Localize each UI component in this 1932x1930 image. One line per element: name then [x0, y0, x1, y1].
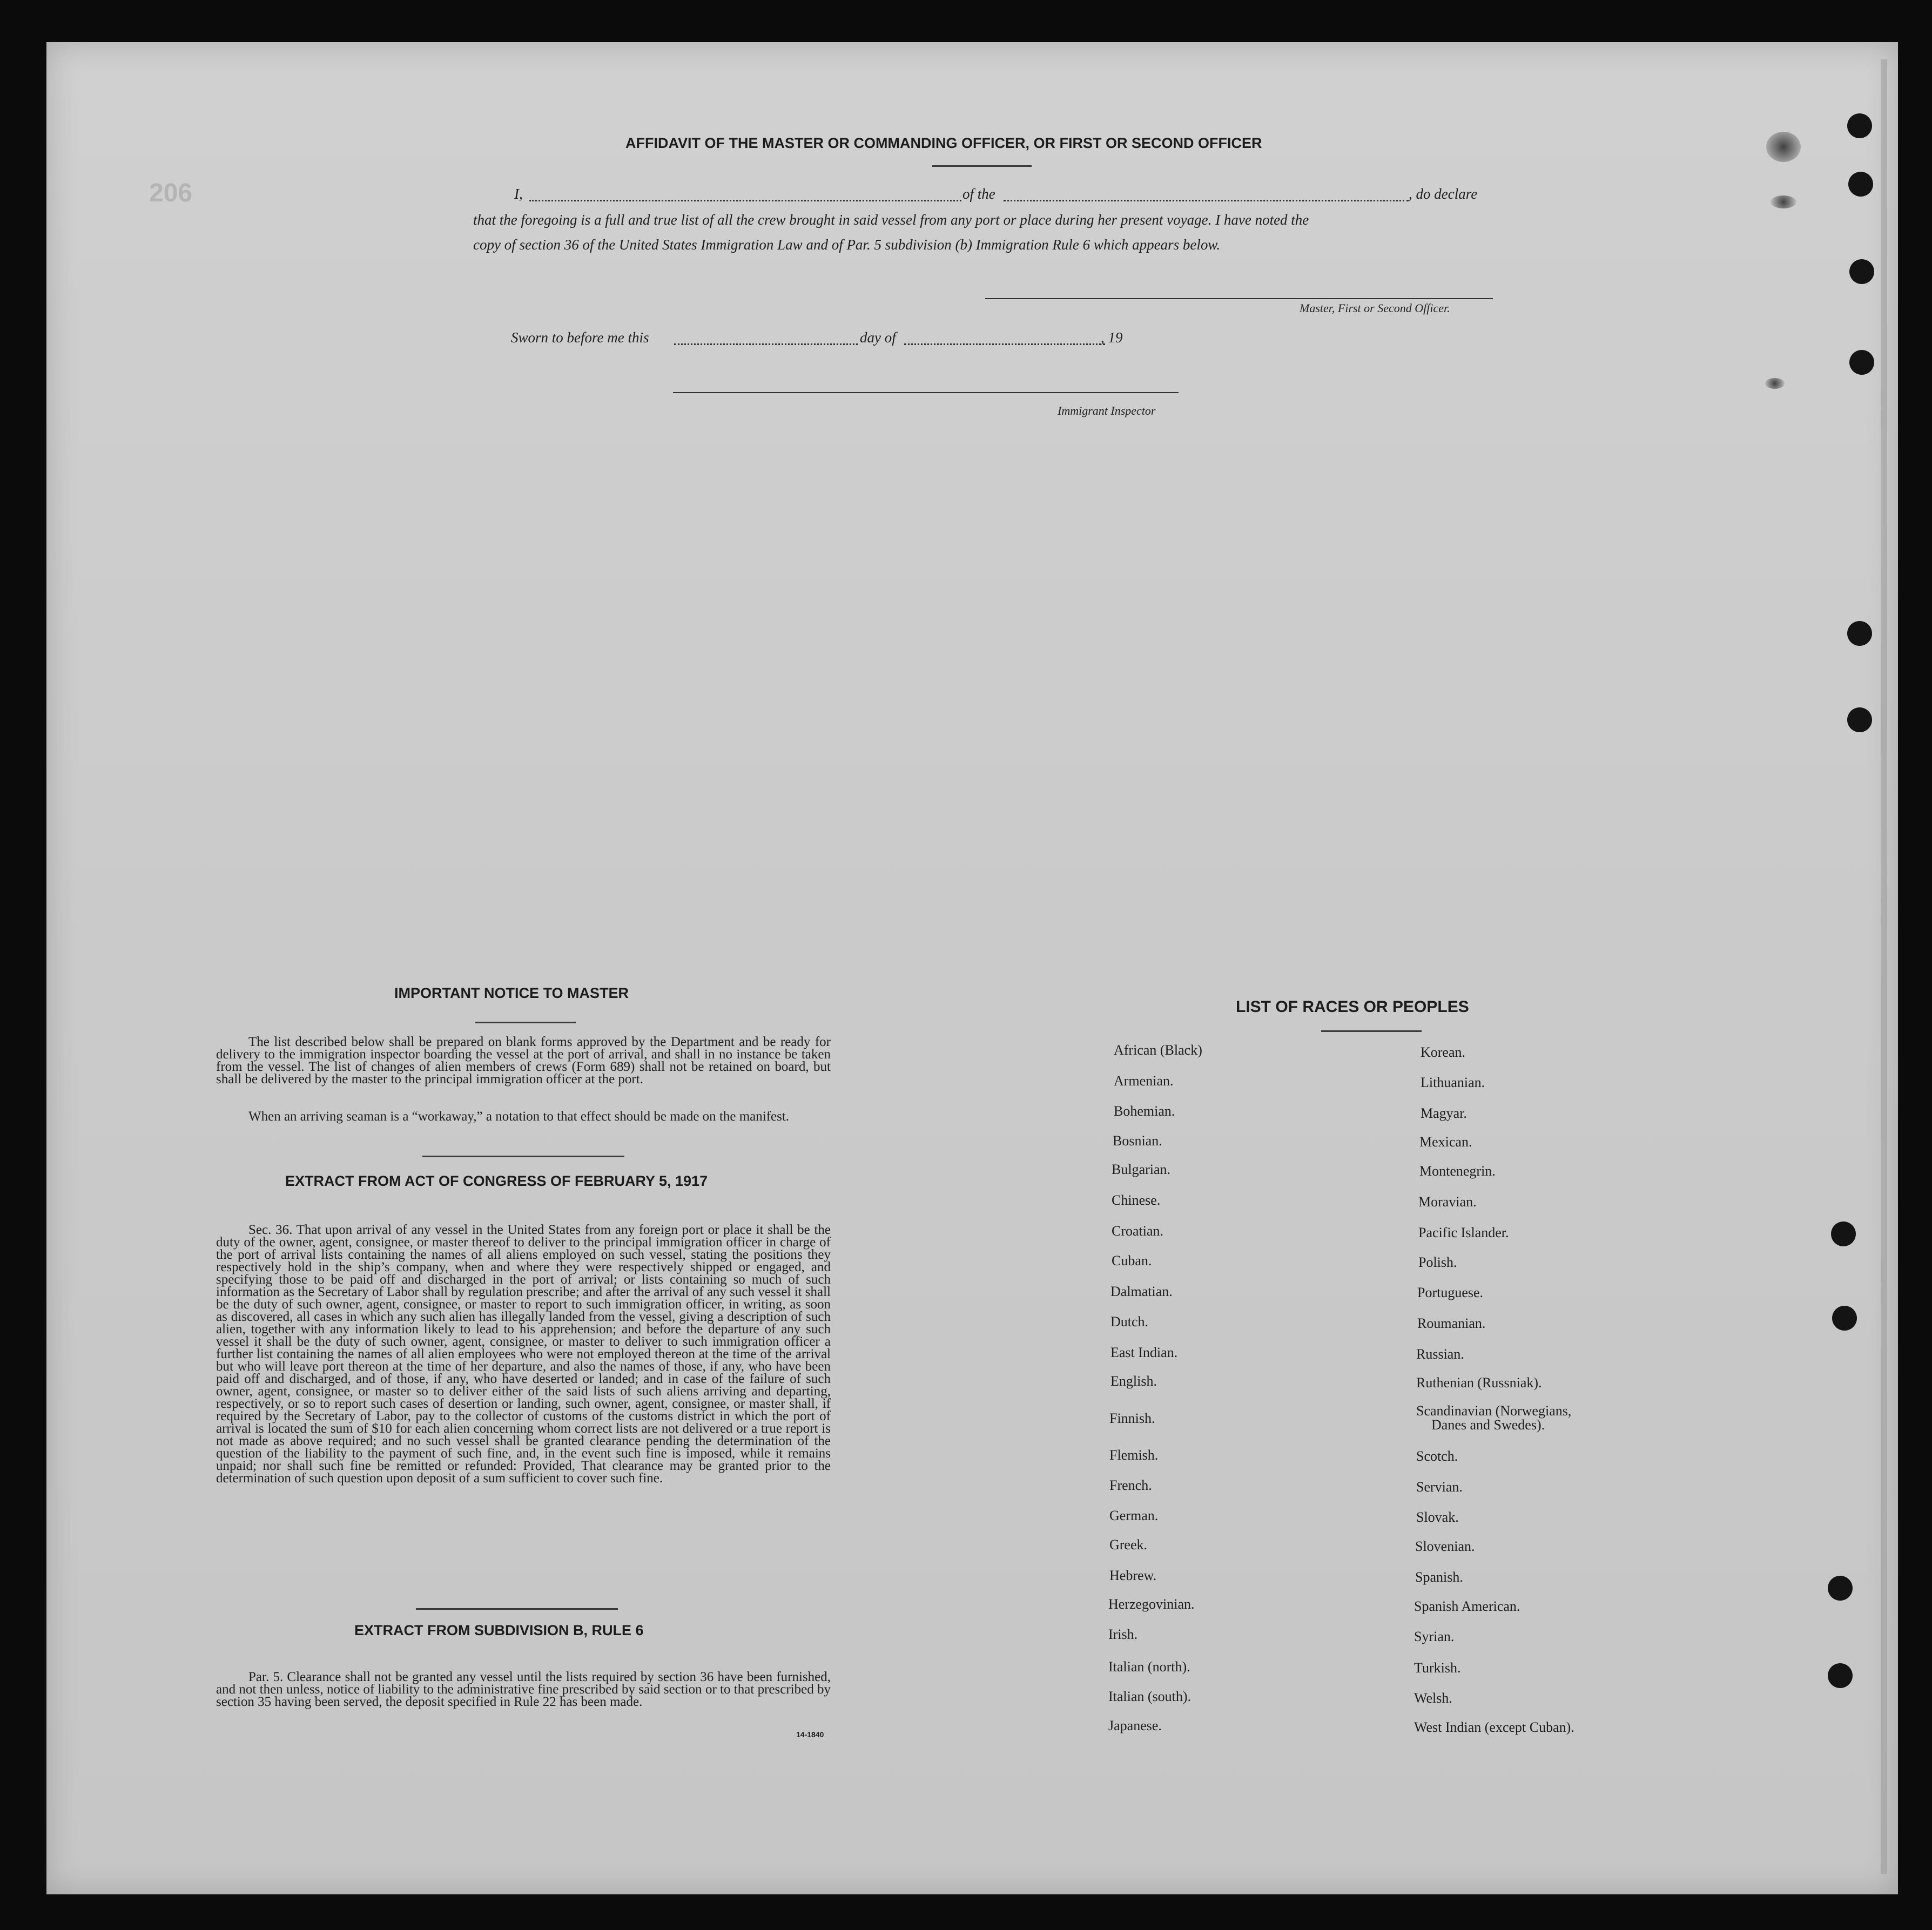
race-item: English.	[1110, 1373, 1157, 1389]
race-item: Croatian.	[1112, 1223, 1164, 1239]
race-item: Bohemian.	[1114, 1103, 1175, 1119]
race-item: Moravian.	[1418, 1194, 1477, 1210]
ink-smudge	[1766, 132, 1801, 162]
race-item: Bulgarian.	[1112, 1162, 1171, 1177]
binder-hole	[1828, 1576, 1853, 1601]
binder-hole	[1849, 350, 1874, 375]
race-item: West Indian (except Cuban).	[1414, 1719, 1574, 1735]
race-item: Finnish.	[1109, 1411, 1155, 1426]
declare-text: , do declare	[1409, 186, 1478, 202]
binder-hole	[1849, 259, 1874, 284]
officer-caption: Master, First or Second Officer.	[1300, 301, 1450, 315]
race-item: African (Black)	[1114, 1042, 1202, 1058]
declarant-name-field[interactable]	[529, 200, 961, 201]
sworn-day-field[interactable]	[674, 343, 858, 345]
race-item: Greek.	[1109, 1537, 1148, 1553]
race-item: Herzegovinian.	[1108, 1596, 1195, 1612]
race-item: Slovenian.	[1415, 1538, 1475, 1554]
race-item: German.	[1109, 1508, 1159, 1523]
race-item: Magyar.	[1421, 1105, 1467, 1121]
race-item: Russian.	[1416, 1346, 1464, 1362]
race-item: Spanish American.	[1414, 1598, 1520, 1614]
affidavit-text-line: that the foregoing is a full and true list of all the crew brought in said vessel from any port or place during her present voyage. I have noted the	[473, 212, 1309, 228]
ink-smudge	[1771, 195, 1796, 208]
race-item: Flemish.	[1109, 1447, 1159, 1463]
notice-paragraph: When an arriving seaman is a “workaway,” a notation to that effect should be made on the manifest.	[248, 1109, 790, 1124]
race-item: Ruthenian (Russniak).	[1416, 1375, 1542, 1391]
rule-extract-text: Par. 5. Clearance shall not be granted any vessel until the lists required by section 36 have been furnished, and not then unless, notice of liability to the administrative fine prescribed by said section or to that prescribed by section 35 having been served, the deposit specified in Rule 22 has been made.	[216, 1670, 831, 1709]
race-item: Armenian.	[1114, 1073, 1174, 1089]
race-item: Polish.	[1418, 1254, 1457, 1270]
race-item: Montenegrin.	[1419, 1163, 1496, 1179]
sworn-month-field[interactable]	[904, 343, 1105, 345]
race-item: Syrian.	[1414, 1629, 1455, 1644]
ink-smudge	[1765, 378, 1785, 389]
form-page	[46, 42, 1898, 1894]
race-item: Hebrew.	[1109, 1568, 1157, 1583]
officer-signature-field[interactable]	[985, 298, 1493, 299]
notice-title-rule	[475, 1022, 576, 1023]
race-item: Irish.	[1108, 1627, 1138, 1642]
year-label: , 19	[1101, 329, 1123, 346]
race-item: Danes and Swedes).	[1431, 1417, 1545, 1433]
race-item: Pacific Islander.	[1418, 1225, 1509, 1240]
race-item: Spanish.	[1415, 1569, 1463, 1585]
race-item: Servian.	[1416, 1479, 1463, 1495]
race-item: Dutch.	[1110, 1314, 1149, 1330]
affidavit-title: AFFIDAVIT OF THE MASTER OR COMMANDING OFFICER, OR FIRST OR SECOND OFFICER	[625, 135, 1262, 151]
affidavit-text-line: copy of section 36 of the United States Immigration Law and of Par. 5 subdivision (b) Immigration Rule 6 which appears below.	[473, 237, 1221, 253]
binder-hole	[1848, 172, 1873, 197]
binder-hole	[1847, 621, 1872, 646]
race-item: Italian (north).	[1108, 1659, 1190, 1675]
binder-hole	[1832, 1306, 1857, 1331]
races-title: LIST OF RACES OR PEOPLES	[1236, 998, 1469, 1016]
notice-title: IMPORTANT NOTICE TO MASTER	[394, 985, 629, 1001]
race-item: Slovak.	[1416, 1509, 1459, 1525]
race-item: Welsh.	[1414, 1690, 1452, 1706]
race-item: Roumanian.	[1417, 1315, 1486, 1331]
notice-paragraph: The list described below shall be prepared on blank forms approved by the Department and be ready for delivery to the immigration inspector boarding the vessel at the port of arrival, and shall in no instance be taken from the vessel. The list of changes of alien members of crews (Form 689) shall not be retained on board, but shall be delivered by the master to the principal immigration officer at the port.	[216, 1035, 831, 1087]
section-divider	[416, 1608, 618, 1610]
form-number: 14-1840	[796, 1730, 824, 1739]
page-number: 206	[149, 179, 193, 207]
race-item: Lithuanian.	[1421, 1075, 1485, 1090]
race-item: East Indian.	[1110, 1345, 1178, 1360]
race-item: French.	[1109, 1477, 1152, 1493]
declarant-label: I,	[514, 186, 523, 202]
inspector-caption: Immigrant Inspector	[1058, 404, 1156, 417]
race-item: Mexican.	[1419, 1134, 1472, 1150]
race-item: Japanese.	[1108, 1718, 1162, 1733]
race-item: Chinese.	[1112, 1192, 1161, 1208]
binder-hole	[1828, 1663, 1853, 1688]
binder-hole	[1847, 113, 1872, 138]
race-item: Italian (south).	[1108, 1689, 1191, 1704]
act-extract-text: Sec. 36. That upon arrival of any vessel in the United States from any foreign port or place it shall be the duty of the owner, agent, consignee, or master thereof to deliver to the principal immigration officer in charge of the port of arrival lists containing the names of all aliens employed on such vessel, stating the positions they respectively hold in the ship’s company, when and where they were respectively shipped or engaged, and specifying those to be paid off and discharged in the port of arrival; or lists containing so much of such information as the Secretary of Labor shall by regulation prescribe; and after the arrival of any such vessel it shall be the duty of such owner, agent, consignee, or master to report to such immigration officer, in writing, as soon as discovered, all cases in which any such alien has illegally landed from the vessel, giving a description of such alien, together with any information likely to lead to his apprehension; and before the departure of any such vessel it shall be the duty of such owner, agent, consignee, or master to deliver to such immigration officer a further list containing the names of all alien employees who were not employed thereon at the time of the arrival but who will leave port thereon at the time of her departure, and also the names of those, if any, who have been paid off and discharged, and of those, if any, who have deserted or landed; and in case of the failure of such owner, agent, consignee, or master so to deliver either of the said lists of such aliens arriving and departing, respectively, or so to report such cases of desertion or landing, such owner, agent, consignee, or master shall, if required by the Secretary of Labor, pay to the collector of customs of the customs district in which the port of arrival is located the sum of $10 for each alien concerning whom correct lists are not delivered or a true report is not made as above required; and no such vessel shall be granted clearance pending the determination of the question of the liability to the payment of such fine, and, in the event such fine is imposed, while it remains unpaid; nor shall such fine be remitted or refunded: Provided, That clearance may be granted prior to the determination of such question upon deposit of a sum sufficient to cover such fine.	[216, 1223, 831, 1486]
day-of-label: day of	[860, 329, 896, 346]
race-item: Cuban.	[1112, 1253, 1152, 1268]
race-item: Turkish.	[1414, 1660, 1461, 1676]
section-divider	[422, 1156, 624, 1157]
race-item: Bosnian.	[1113, 1133, 1162, 1149]
race-item: Dalmatian.	[1110, 1284, 1173, 1299]
binder-hole	[1831, 1222, 1856, 1246]
vessel-label: of the	[962, 186, 995, 202]
race-item: Portuguese.	[1417, 1285, 1484, 1300]
affidavit-title-rule	[932, 165, 1032, 167]
rule-extract-title: EXTRACT FROM SUBDIVISION B, RULE 6	[354, 1622, 644, 1638]
binder-hole	[1847, 707, 1872, 732]
race-item: Korean.	[1421, 1044, 1466, 1060]
vessel-name-field[interactable]	[1004, 200, 1409, 201]
sworn-label: Sworn to before me this	[511, 329, 649, 346]
binder-edge	[1881, 59, 1887, 1874]
act-extract-title: EXTRACT FROM ACT OF CONGRESS OF FEBRUARY 5, 1917	[285, 1173, 708, 1189]
races-title-rule	[1321, 1030, 1422, 1032]
race-item: Scotch.	[1416, 1448, 1458, 1464]
inspector-signature-field[interactable]	[673, 392, 1179, 393]
race-item: Scandinavian (Norwegians,	[1416, 1403, 1572, 1419]
